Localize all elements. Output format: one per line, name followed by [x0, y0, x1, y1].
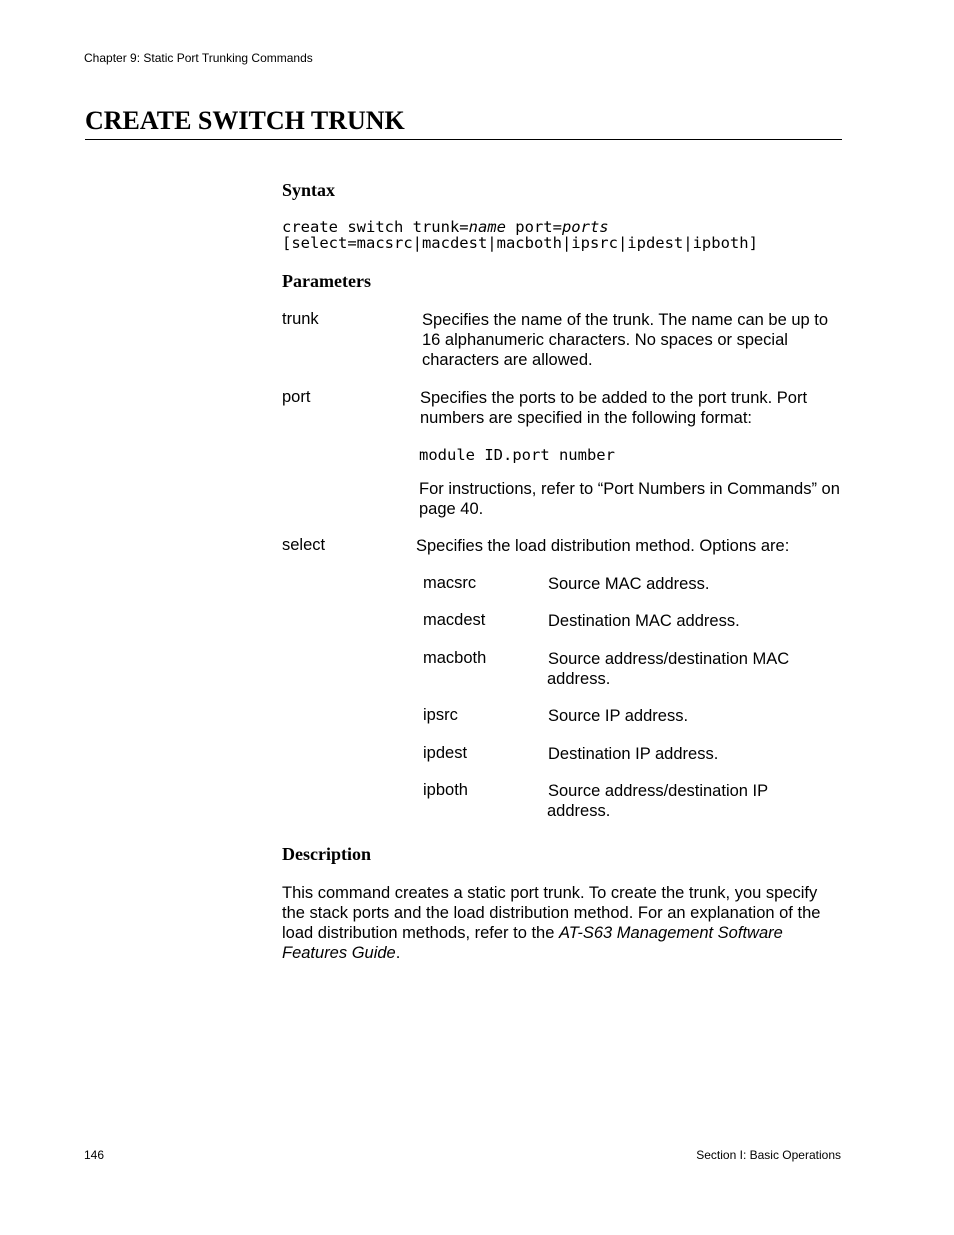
- parameters-heading: Parameters: [282, 271, 371, 291]
- port-format: module ID.port number: [419, 446, 615, 464]
- option-name: ipsrc: [423, 706, 458, 724]
- syntax-ports-arg: ports: [561, 218, 609, 236]
- param-select-desc: Specifies the load distribution method. Options are:: [416, 537, 790, 555]
- option-desc: address.: [547, 670, 611, 688]
- page-title: CREATE SWITCH TRUNK: [85, 106, 405, 135]
- description-end: .: [395, 944, 401, 962]
- option-name: macboth: [423, 649, 487, 667]
- description-text: [282, 883, 844, 963]
- description-body: This command creates a static port trunk. To create the trunk, you specify the stack ports and the load distribution method. For an explanation of the load distribution methods, refer to the: [282, 884, 821, 942]
- option-desc: Source MAC address.: [548, 575, 710, 593]
- syntax-line-2: [select=macsrc|macdest|macboth|ipsrc|ipdest|ipboth]: [282, 234, 758, 252]
- running-header: Chapter 9: Static Port Trunking Commands: [84, 51, 313, 65]
- syntax-text: port=: [505, 218, 562, 236]
- option-desc: Source address/destination MAC: [548, 650, 790, 668]
- guide-title: AT-S63 Management Software Features Guide: [282, 924, 783, 962]
- param-port-desc: Specifies the ports to be added to the port trunk. Port numbers are specified in the following format:: [420, 389, 808, 427]
- option-name: ipboth: [423, 781, 468, 799]
- option-desc: Destination MAC address.: [548, 612, 740, 630]
- description-heading: Description: [282, 844, 371, 864]
- syntax-line-1: [282, 219, 609, 235]
- option-desc: Source address/destination IP: [548, 782, 769, 800]
- option-name: macsrc: [423, 574, 477, 592]
- option-name: macdest: [423, 611, 486, 629]
- option-desc: address.: [547, 802, 611, 820]
- syntax-heading: Syntax: [282, 180, 336, 200]
- section-footer: Section I: Basic Operations: [696, 1148, 841, 1162]
- param-trunk-name: trunk: [282, 310, 319, 328]
- title-rule: [85, 139, 842, 140]
- syntax-name-arg: name: [468, 218, 506, 236]
- param-trunk-desc: Specifies the name of the trunk. The name can be up to 16 alphanumeric characters. No spaces or special characters are allowed.: [422, 311, 829, 369]
- param-port-name: port: [282, 388, 311, 406]
- param-select-name: select: [282, 536, 326, 554]
- option-desc: Destination IP address.: [548, 745, 719, 763]
- page-number: 146: [84, 1148, 105, 1162]
- option-name: ipdest: [423, 744, 468, 762]
- option-desc: Source IP address.: [548, 707, 689, 725]
- syntax-text: create switch trunk=: [282, 218, 469, 236]
- port-note: For instructions, refer to “Port Numbers in Commands” on page 40.: [419, 480, 840, 518]
